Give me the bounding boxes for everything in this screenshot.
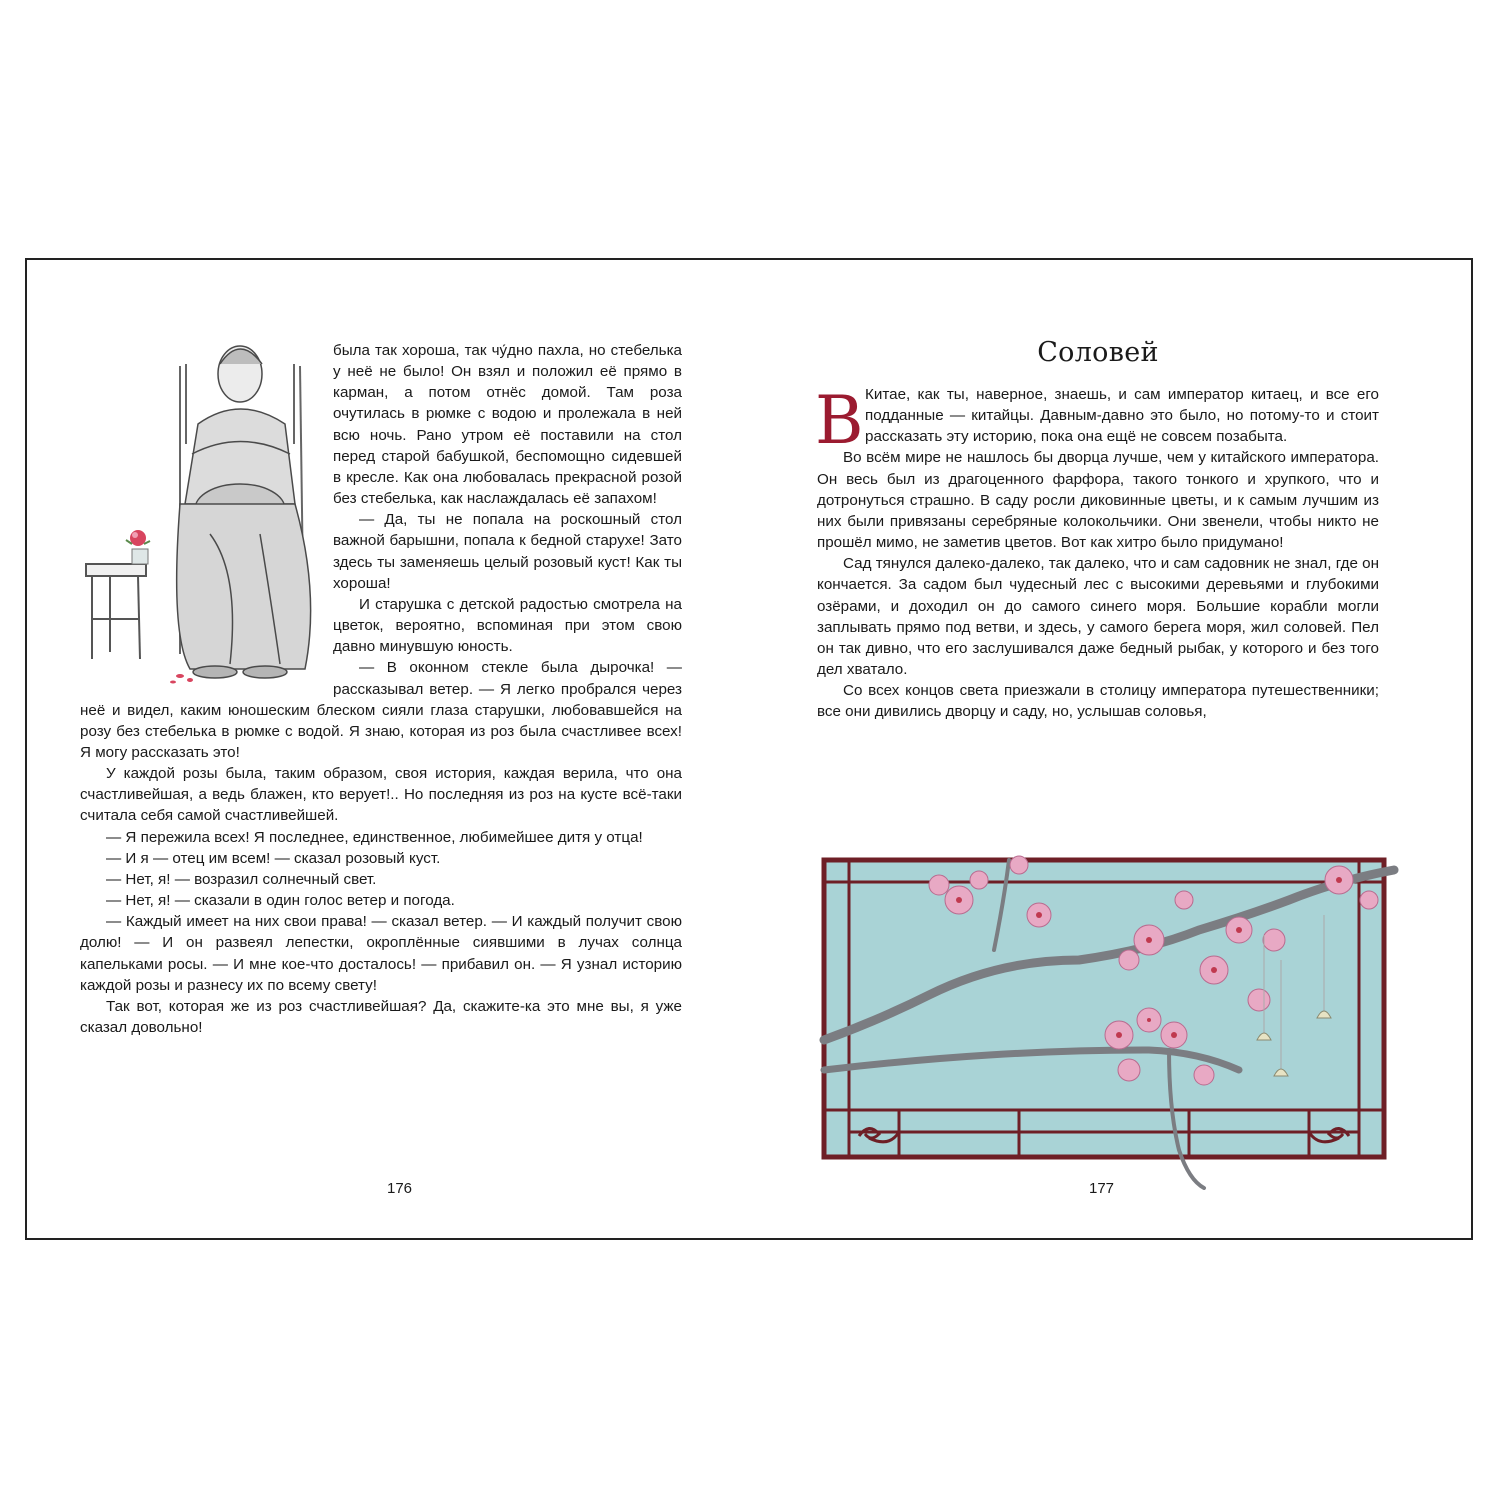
paragraph: — Нет, я! — возразил солнечный свет. — [106, 870, 377, 888]
first-paragraph-text: Китае, как ты, наверное, знаешь, и сам император китаец, и все его подданные — китайцы. Давным-давно это было, но потому-то и стоит рассказать эту историю, пока она ещё не совсем позабыта. — [865, 386, 1379, 446]
paragraph: — Каждый имеет на них свои права! — сказал ветер. — И каждый получит свою долю! — И он развеял лепестки, окроплённые сиявшими в лучах солнца капельками росы. — И мне кое-что досталось! — прибавил он. — Я узнал историю каждой розы и разнесу их по всему свету! — [80, 913, 682, 994]
paragraph: — И я — отец им всем! — сказал розовый куст. — [106, 849, 441, 867]
page-number-left: 176 — [387, 1180, 413, 1197]
old-woman-illustration — [80, 334, 325, 689]
left-page-text — [80, 340, 682, 1038]
paragraph: Во всём мире не нашлось бы дворца лучше, чем у китайского императора. Он весь был из драгоценного фарфора, такого тонкого и хрупкого, что и дотронуться страшно. В саду росли диковинные цветы, и к самым лучшим из них были привязаны серебряные колокольчики. Они звенели, чтобы никто не прошёл мимо, не заметив цветов. Вот как хитро было придумано! — [817, 449, 1379, 552]
paragraph: Так вот, которая же из роз счастливейшая? Да, скажите-ка это мне вы, я уже сказал довольно! — [80, 997, 682, 1036]
paragraph: Сад тянулся далеко-далеко, так далеко, что и сам садовник не знал, где он кончается. За садом был чудесный лес с высокими деревьями и глубокими озёрами, и доходил он до самого синего моря. Большие корабли могли заплывать прямо под ветви, и здесь, у самого берега моря, жил соловей. Пел он так дивно, что его заслушивался даже бедный рыбак, у которого и без того дел хватало. — [817, 555, 1379, 679]
paragraph: Со всех концов света приезжали в столицу императора путешественники; все они дивились дворцу и саду, но, услышав соловья, — [817, 682, 1379, 721]
paragraph: — Нет, я! — сказали в один голос ветер и погода. — [106, 892, 455, 910]
fallen-petals — [170, 674, 193, 684]
paragraph: — В оконном стекле была дырочка! — рассказывал ветер. — Я легко пробрался через неё и видел, каким юношеским блеском сияли глаза старушки, любовавшейся на розу без стебелька в рюмке с водой. Я знаю, которая из роз была счастливее всех! Я могу рассказать это! — [80, 659, 682, 761]
page-number-right: 177 — [1089, 1180, 1115, 1197]
paragraph: была так хороша, так чу́дно пахла, но стебелька у неё не было! Он взял и положил её прямо в карман, а потом отнёс домой. Там роза очутилась в рюмке с водою и пролежала в ней всю ночь. Рано утром её поставили на стол перед старой бабушкой, беспомощно сидевшей в кресле. Как она любовалась прекрасной розой без стебелька, как наслаждалась её запахом! — [333, 342, 682, 508]
left-page — [80, 340, 682, 1038]
old-woman — [177, 346, 311, 678]
paragraph: — Я пережила всех! Я последнее, единственное, любимейшее дитя у отца! — [106, 828, 643, 846]
paragraph: У каждой розы была, таким образом, своя история, каждая верила, что она счастливейшая, а ведь блажен, кто верует!.. Но последняя из роз на кусте всё-таки считала себя самой счастливейшей. — [80, 765, 682, 825]
right-page — [815, 337, 1379, 723]
chapter-title: Соловей — [1037, 337, 1159, 368]
right-page-text — [817, 384, 1379, 723]
paragraph: И старушка с детской радостью смотрела на цветок, вероятно, вспоминая при этом свою давно минувшую юность. — [333, 595, 682, 656]
cherry-blossom-window-illustration — [819, 820, 1409, 1190]
first-paragraph — [815, 382, 1379, 459]
stool — [86, 564, 146, 659]
rose-in-glass — [126, 530, 150, 564]
book-spread — [25, 258, 1473, 1240]
drop-cap: В — [815, 382, 864, 459]
paragraph: — Да, ты не попала на роскошный стол важной барышни, попала к бедной старухе! Зато здесь ты заменяешь целый розовый куст! Как ты хороша! — [333, 511, 682, 592]
